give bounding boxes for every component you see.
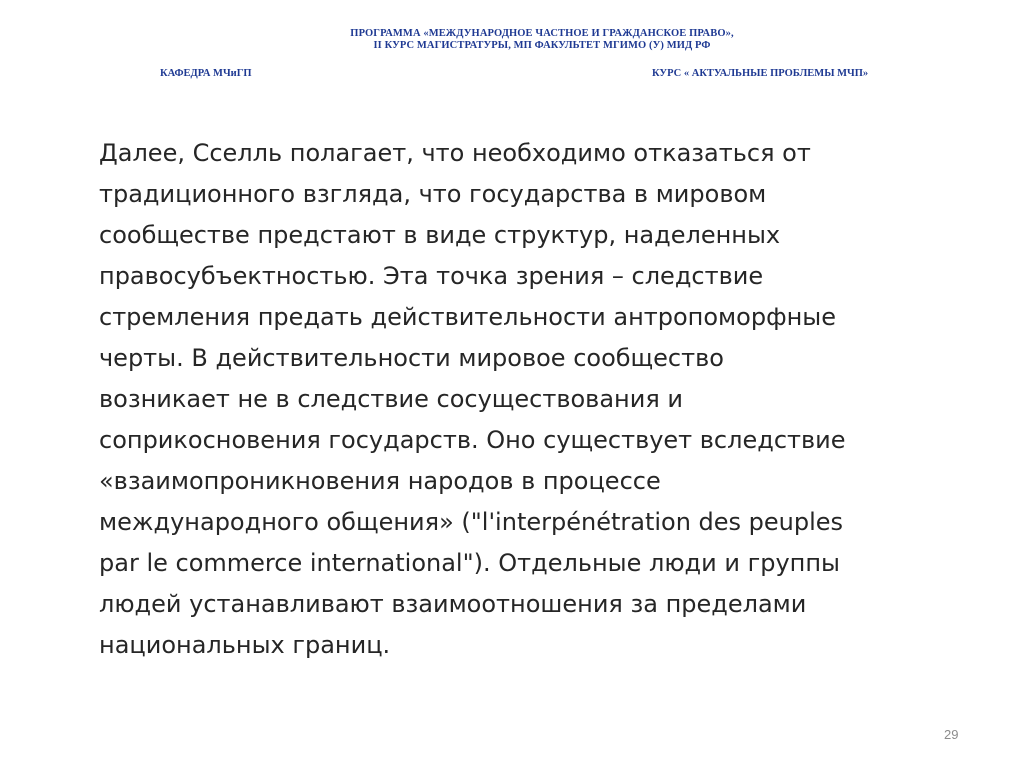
program-header	[0, 28, 1024, 52]
paragraph-line: par le commerce international"). Отдельные люди и группы	[99, 549, 840, 577]
program-title-line-2: II КУРС МАГИСТРАТУРЫ, МП ФАКУЛЬТЕТ МГИМО (У) МИД РФ	[373, 40, 711, 51]
paragraph-line: сообществе предстают в виде структур, наделенных	[99, 221, 781, 249]
paragraph-line: национальных границ.	[99, 631, 391, 659]
program-title-line-1: ПРОГРАММА «МЕЖДУНАРОДНОЕ ЧАСТНОЕ И ГРАЖДАНСКОЕ ПРАВО»,	[350, 28, 734, 39]
paragraph-line: традиционного взгляда, что государства в мировом	[99, 180, 767, 208]
paragraph-line: международного общения» ("l'interpénétration des peuples	[99, 508, 844, 536]
paragraph-line: соприкосновения государств. Оно существует вследствие	[99, 426, 846, 454]
page-number: 29	[944, 727, 959, 742]
paragraph-line: людей устанавливают взаимоотношения за пределами	[99, 590, 807, 618]
paragraph-line: черты. В действительности мировое сообщество	[99, 344, 724, 372]
department-label: КАФЕДРА МЧиГП	[160, 68, 252, 79]
paragraph-line: стремления предать действительности антропоморфные	[99, 303, 836, 331]
main-paragraph	[99, 133, 969, 666]
paragraph-line: «взаимопроникновения народов в процессе	[99, 467, 661, 495]
paragraph-line: Далее, Сселль полагает, что необходимо отказаться от	[99, 139, 811, 167]
course-label: КУРС « АКТУАЛЬНЫЕ ПРОБЛЕМЫ МЧП»	[652, 68, 869, 79]
paragraph-line: правосубъектностью. Эта точка зрения – следствие	[99, 262, 764, 290]
paragraph-line: возникает не в следствие сосуществования и	[99, 385, 683, 413]
